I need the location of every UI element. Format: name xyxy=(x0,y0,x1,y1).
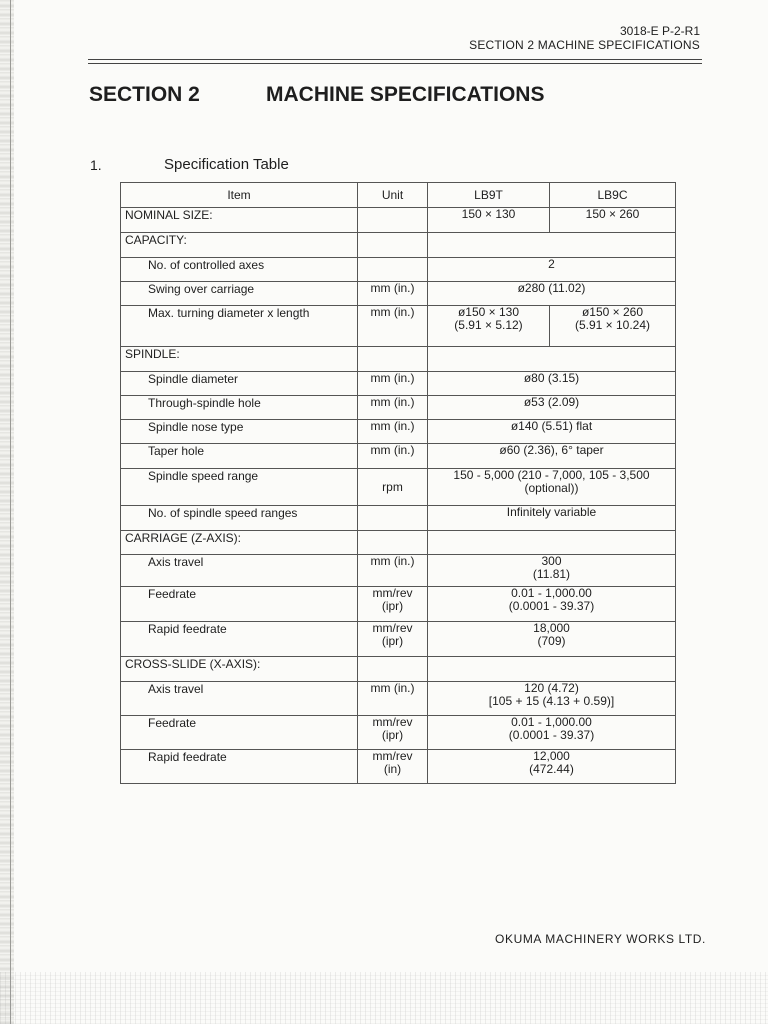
row-value: 18,000 (709) xyxy=(428,622,676,657)
row-item: No. of spindle speed ranges xyxy=(121,506,358,531)
row-unit: mm (in.) xyxy=(358,555,428,587)
table-row xyxy=(121,716,676,750)
row-unit xyxy=(358,657,428,682)
table-body xyxy=(121,208,676,784)
row-value: Infinitely variable xyxy=(428,506,676,531)
table-row xyxy=(121,372,676,396)
row-value: ø140 (5.51) flat xyxy=(428,420,676,444)
row-unit: mm/rev (ipr) xyxy=(358,622,428,657)
row-value: ø60 (2.36), 6° taper xyxy=(428,444,676,469)
row-unit: mm (in.) xyxy=(358,282,428,306)
row-unit xyxy=(358,347,428,372)
row-value: ø53 (2.09) xyxy=(428,396,676,420)
row-unit: rpm xyxy=(358,469,428,506)
table-row xyxy=(121,282,676,306)
header-lb9t: LB9T xyxy=(428,183,550,208)
header-lb9c: LB9C xyxy=(550,183,676,208)
row-value-empty xyxy=(428,657,676,682)
table-row xyxy=(121,306,676,347)
row-item: Axis travel xyxy=(121,682,358,716)
row-unit: mm (in.) xyxy=(358,306,428,347)
table-row xyxy=(121,233,676,258)
row-unit: mm (in.) xyxy=(358,396,428,420)
row-item: Swing over carriage xyxy=(121,282,358,306)
row-unit xyxy=(358,531,428,555)
table-row xyxy=(121,347,676,372)
table-row xyxy=(121,555,676,587)
table-row xyxy=(121,396,676,420)
row-value: 12,000 (472.44) xyxy=(428,750,676,784)
row-value: 2 xyxy=(428,258,676,282)
row-item: Max. turning diameter x length xyxy=(121,306,358,347)
row-value-lb9t: 150 × 130 xyxy=(428,208,550,233)
row-value-empty xyxy=(428,347,676,372)
row-unit: mm/rev (ipr) xyxy=(358,587,428,622)
company-footer: OKUMA MACHINERY WORKS LTD. xyxy=(495,932,706,946)
table-row xyxy=(121,682,676,716)
row-value: 150 - 5,000 (210 - 7,000, 105 - 3,500 (optional)) xyxy=(428,469,676,506)
section-number: SECTION 2 xyxy=(89,83,200,106)
row-unit: mm (in.) xyxy=(358,420,428,444)
row-value-empty xyxy=(428,531,676,555)
row-unit xyxy=(358,208,428,233)
row-value: ø280 (11.02) xyxy=(428,282,676,306)
table-row xyxy=(121,657,676,682)
row-item: Axis travel xyxy=(121,555,358,587)
table-row xyxy=(121,208,676,233)
specification-table xyxy=(120,182,676,784)
row-item: CAPACITY: xyxy=(121,233,358,258)
header-unit: Unit xyxy=(358,183,428,208)
row-value: ø80 (3.15) xyxy=(428,372,676,396)
row-value: 0.01 - 1,000.00 (0.0001 - 39.37) xyxy=(428,587,676,622)
table-row xyxy=(121,587,676,622)
scan-edge-line xyxy=(10,0,11,1024)
table-row xyxy=(121,750,676,784)
subsection-title: Specification Table xyxy=(164,156,289,173)
table-row xyxy=(121,444,676,469)
row-value-lb9t: ø150 × 130 (5.91 × 5.12) xyxy=(428,306,550,347)
row-item: CROSS-SLIDE (X-AXIS): xyxy=(121,657,358,682)
section-title: MACHINE SPECIFICATIONS xyxy=(266,83,545,106)
table-row xyxy=(121,420,676,444)
row-unit xyxy=(358,258,428,282)
row-value: 120 (4.72) [105 + 15 (4.13 + 0.59)] xyxy=(428,682,676,716)
row-value-lb9c: 150 × 260 xyxy=(550,208,676,233)
row-item: Spindle nose type xyxy=(121,420,358,444)
row-value: 0.01 - 1,000.00 (0.0001 - 39.37) xyxy=(428,716,676,750)
header-rule xyxy=(88,63,702,64)
row-item: SPINDLE: xyxy=(121,347,358,372)
row-item: Taper hole xyxy=(121,444,358,469)
row-unit: mm (in.) xyxy=(358,444,428,469)
row-value: 300 (11.81) xyxy=(428,555,676,587)
row-unit xyxy=(358,233,428,258)
row-unit: mm (in.) xyxy=(358,372,428,396)
row-unit: mm/rev (ipr) xyxy=(358,716,428,750)
row-item: Rapid feedrate xyxy=(121,750,358,784)
table-header-row xyxy=(121,183,676,208)
subsection-number: 1. xyxy=(90,157,102,173)
table-row xyxy=(121,469,676,506)
row-item: No. of controlled axes xyxy=(121,258,358,282)
table-row xyxy=(121,258,676,282)
row-item: Feedrate xyxy=(121,587,358,622)
row-item: Spindle speed range xyxy=(121,469,358,506)
table-row xyxy=(121,622,676,657)
row-value-empty xyxy=(428,233,676,258)
row-unit: mm (in.) xyxy=(358,682,428,716)
row-item: Spindle diameter xyxy=(121,372,358,396)
row-unit: mm/rev (in) xyxy=(358,750,428,784)
row-item: CARRIAGE (Z-AXIS): xyxy=(121,531,358,555)
row-item: NOMINAL SIZE: xyxy=(121,208,358,233)
scan-bottom-noise xyxy=(0,972,768,1024)
scan-left-edge xyxy=(0,0,14,1024)
row-item: Through-spindle hole xyxy=(121,396,358,420)
row-value-lb9c: ø150 × 260 (5.91 × 10.24) xyxy=(550,306,676,347)
running-header: SECTION 2 MACHINE SPECIFICATIONS xyxy=(469,38,700,52)
header-item: Item xyxy=(121,183,358,208)
table-row xyxy=(121,506,676,531)
row-item: Feedrate xyxy=(121,716,358,750)
table-row xyxy=(121,531,676,555)
document-reference: 3018-E P-2-R1 xyxy=(619,24,700,38)
row-unit xyxy=(358,506,428,531)
row-item: Rapid feedrate xyxy=(121,622,358,657)
header-rule xyxy=(88,59,702,60)
